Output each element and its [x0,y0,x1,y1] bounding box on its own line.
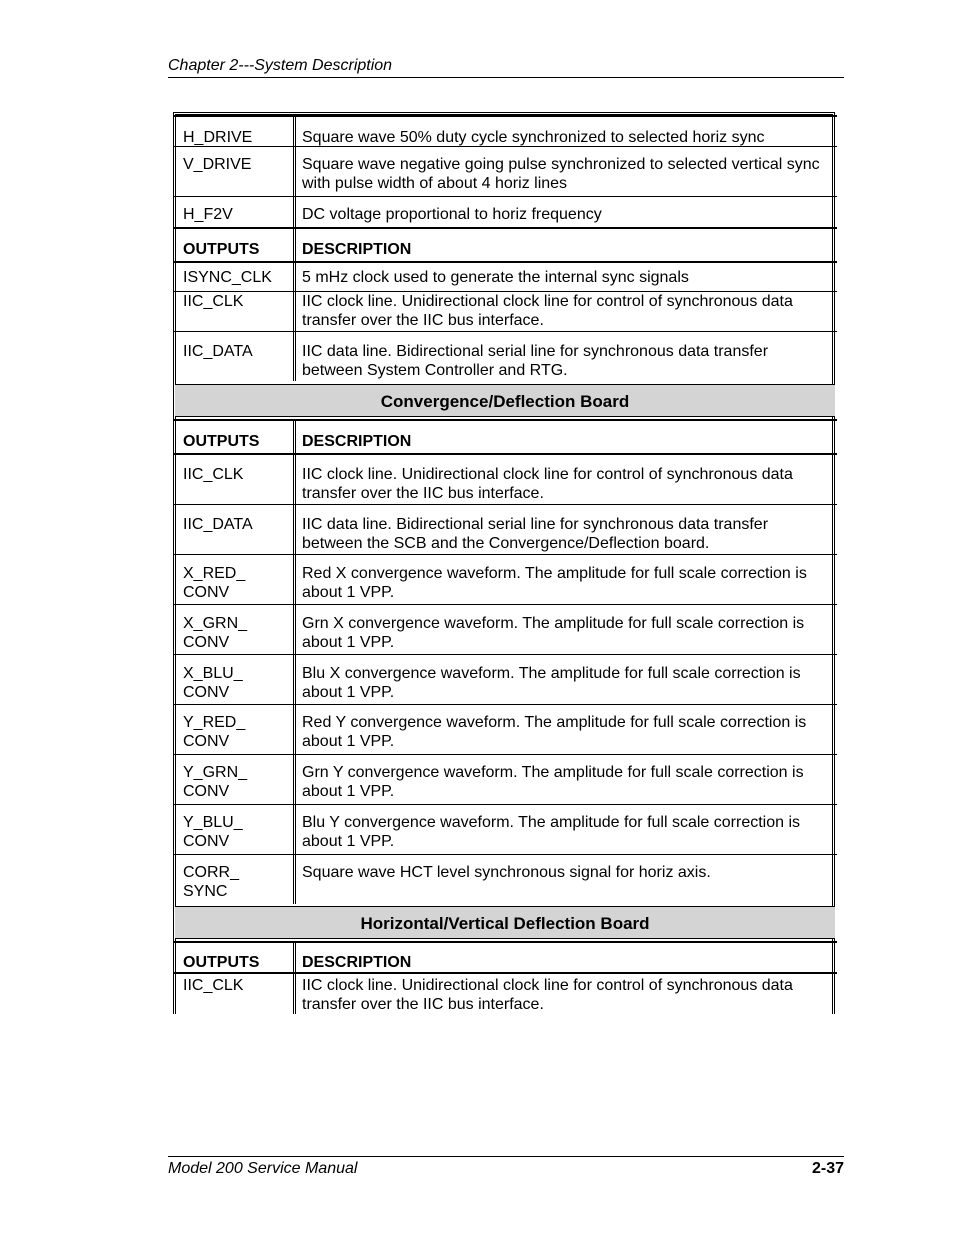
signal-description: IIC clock line. Unidirectional clock line for control of synchronous data transfer over the IIC bus interface. [302,466,793,502]
description-column-header: DESCRIPTION [302,954,412,971]
outputs-header-row [173,419,837,453]
signal-description: Square wave 50% duty cycle synchronized to selected horiz sync [302,129,765,146]
table-row [173,196,837,227]
signal-name: IIC_DATA [183,516,253,533]
table-row [173,291,837,331]
manual-title: Model 200 Service Manual [168,1160,358,1177]
signal-description: Blu Y convergence waveform. The amplitude for full scale correction is about 1 VPP. [302,814,801,850]
signal-name: ISYNC_CLK [183,269,272,286]
signal-name: Y_BLU_ CONV [183,814,243,850]
table-row [173,504,837,554]
signal-name: X_BLU_ CONV [183,665,243,701]
signal-name: IIC_CLK [183,466,244,483]
table-row [173,146,837,196]
table-row [173,453,837,504]
signal-name: IIC_CLK [183,293,244,310]
signal-description: IIC data line. Bidirectional serial line for synchronous data transfer between the SCB and the Convergence/Deflection board. [302,516,769,552]
signal-description: Square wave HCT level synchronous signal for horiz axis. [302,864,711,881]
table-row [173,972,837,1014]
page-footer [168,1156,844,1177]
signal-name: CORR_ SYNC [183,864,240,900]
table-row [173,554,837,604]
signal-description: Square wave negative going pulse synchronized to selected vertical sync with pulse width of about 4 horiz lines [302,156,820,192]
signal-description: 5 mHz clock used to generate the internal sync signals [302,269,689,286]
table-row [173,331,837,381]
page-header [168,57,844,78]
outputs-header-row [173,941,837,972]
outputs-column-header: OUTPUTS [183,241,260,258]
signal-description: IIC clock line. Unidirectional clock line for control of synchronous data transfer over the IIC bus interface. [302,293,793,329]
table-row [173,115,837,146]
outputs-header-row [173,227,837,261]
table-row [173,754,837,804]
section-title-convergence: Convergence/Deflection Board [175,384,835,417]
signal-description: IIC data line. Bidirectional serial line for synchronous data transfer between System Controller and RTG. [302,343,769,379]
chapter-title: Chapter 2---System Description [168,57,393,74]
signal-description: Red X convergence waveform. The amplitude for full scale correction is about 1 VPP. [302,565,807,601]
section-title-hv-deflection: Horizontal/Vertical Deflection Board [175,906,835,939]
signal-description: Grn Y convergence waveform. The amplitude for full scale correction is about 1 VPP. [302,764,804,800]
table-row [173,604,837,654]
signal-description: Red Y convergence waveform. The amplitude for full scale correction is about 1 VPP. [302,714,807,750]
signal-description: Blu X convergence waveform. The amplitude for full scale correction is about 1 VPP. [302,665,801,701]
signal-name: H_DRIVE [183,129,253,146]
description-column-header: DESCRIPTION [302,241,412,258]
signal-description: IIC clock line. Unidirectional clock line for control of synchronous data transfer over the IIC bus interface. [302,977,793,1013]
table-row [173,704,837,754]
outputs-column-header: OUTPUTS [183,433,260,450]
description-column-header: DESCRIPTION [302,433,412,450]
page-number: 2-37 [811,1160,844,1177]
signal-name: H_F2V [183,206,233,223]
signal-description: Grn X convergence waveform. The amplitude for full scale correction is about 1 VPP. [302,615,805,651]
outputs-column-header: OUTPUTS [183,954,260,971]
signal-description: DC voltage proportional to horiz frequency [302,206,602,223]
signal-name: IIC_CLK [183,977,244,994]
signal-name: X_RED_ CONV [183,565,246,601]
table-row [173,854,837,904]
signal-table [173,112,837,1014]
table-row [173,804,837,854]
table-row [173,654,837,704]
signal-name: IIC_DATA [183,343,253,360]
signal-name: X_GRN_ CONV [183,615,248,651]
signal-name: V_DRIVE [183,156,252,173]
table-row [173,261,837,291]
signal-name: Y_RED_ CONV [183,714,246,750]
signal-name: Y_GRN_ CONV [183,764,248,800]
